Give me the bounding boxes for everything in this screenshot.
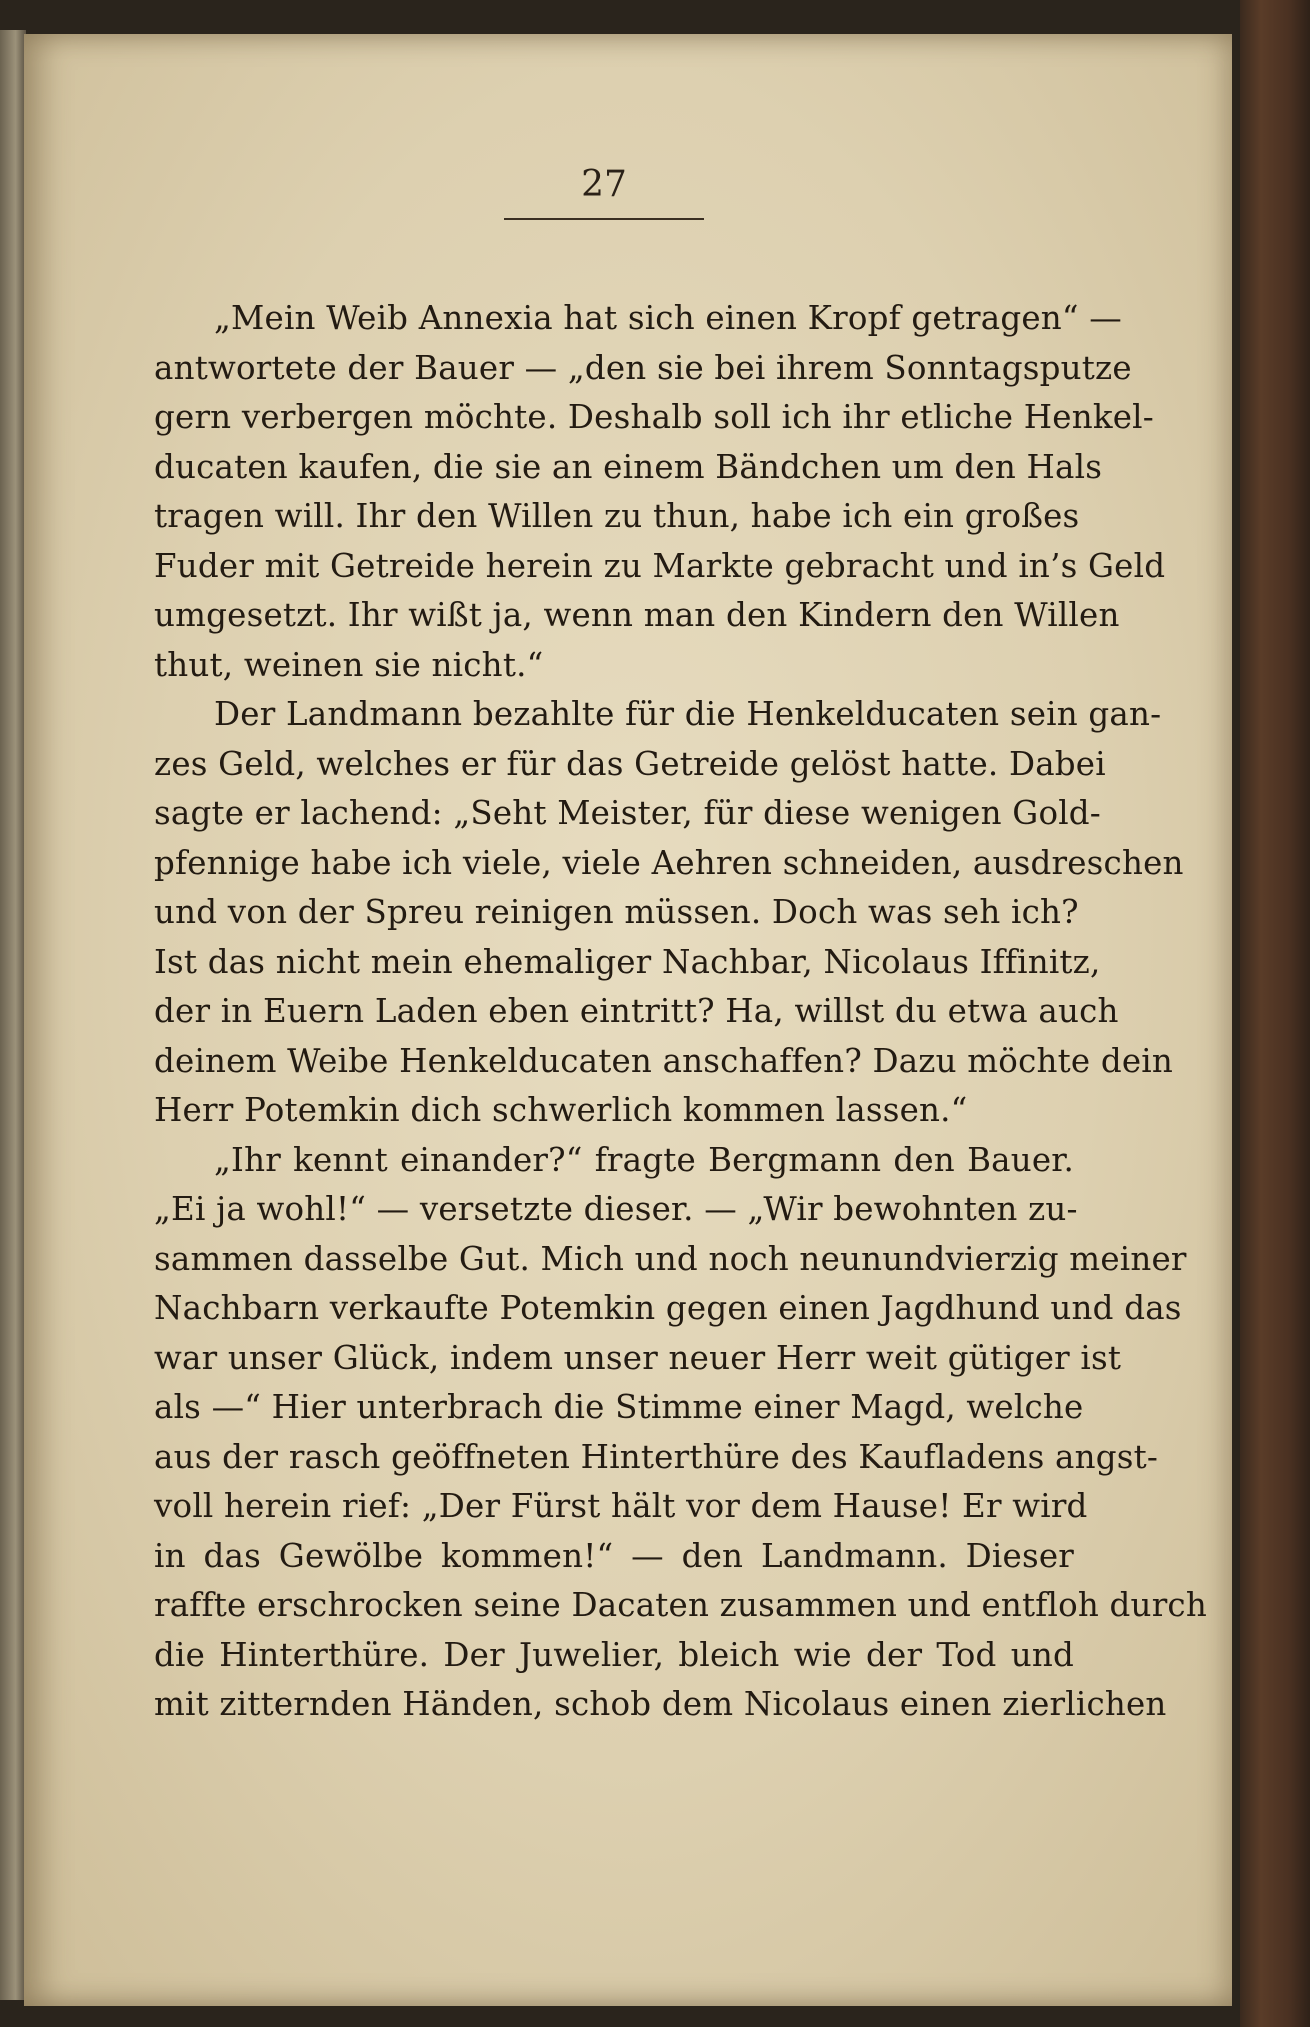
text-line: als —“ Hier unterbrach die Stimme einer Magd, welche	[154, 1388, 1084, 1426]
text-line: mit zitternden Händen, schob dem Nicolaus einen zierlichen	[154, 1685, 1167, 1723]
text-line: die Hinterthüre. Der Juwelier, bleich wie der Tod und	[154, 1635, 1074, 1674]
text-line: deinem Weibe Henkelducaten anschaffen? Dazu möchte dein	[154, 1041, 1173, 1080]
text-line: tragen will. Ihr den Willen zu thun, habe ich ein großes	[154, 497, 1080, 535]
text-line: „Ihr kennt einander?“ fragte Bergmann den Bauer.	[214, 1140, 1074, 1179]
text-line: sammen dasselbe Gut. Mich und noch neunundvierzig meiner	[154, 1239, 1187, 1278]
text-line: raffte erschrocken seine Dacaten zusammen und entfloh durch	[154, 1586, 1207, 1624]
text-line: pfennige habe ich viele, viele Aehren schneiden, ausdreschen	[154, 843, 1184, 882]
text-line: Ist das nicht mein ehemaliger Nachbar, Nicolaus Iffinitz,	[154, 942, 1101, 981]
text-line: umgesetzt. Ihr wißt ja, wenn man den Kindern den Willen	[154, 596, 1120, 634]
text-line: thut, weinen sie nicht.“	[154, 645, 544, 684]
text-line: Nachbarn verkaufte Potemkin gegen einen Jagdhund und das	[154, 1289, 1182, 1327]
text-line: aus der rasch geöffneten Hinterthüre des Kaufladens angst-	[154, 1437, 1159, 1476]
text-line: der in Euern Laden eben eintritt? Ha, willst du etwa auch	[154, 992, 1119, 1030]
header-rule	[504, 218, 704, 220]
book-page	[24, 34, 1232, 2006]
text-line: Fuder mit Getreide herein zu Markte gebracht und in’s Geld	[154, 546, 1166, 585]
page-number: 27	[581, 164, 627, 205]
text-line: Der Landmann bezahlte für die Henkelducaten sein gan-	[214, 695, 1162, 733]
text-line: Herr Potemkin dich schwerlich kommen lassen.“	[154, 1091, 968, 1129]
text-line: in das Gewölbe kommen!“ — den Landmann. Dieser	[154, 1536, 1074, 1575]
body-text	[154, 294, 1207, 1730]
text-line: „Mein Weib Annexia hat sich einen Kropf getragen“ —	[214, 299, 1122, 337]
text-line: antwortete der Bauer — „den sie bei ihrem Sonntagsputze	[154, 348, 1132, 387]
text-line: sagte er lachend: „Seht Meister, für diese wenigen Gold-	[154, 794, 1101, 832]
text-line: ducaten kaufen, die sie an einem Bändchen um den Hals	[154, 447, 1103, 486]
text-line: zes Geld, welches er für das Getreide gelöst hatte. Dabei	[154, 744, 1106, 783]
text-line: war unser Glück, indem unser neuer Herr weit gütiger ist	[154, 1338, 1122, 1377]
text-line: voll herein rief: „Der Fürst hält vor dem Hause! Er wird	[154, 1487, 1088, 1525]
left-page-edge	[0, 30, 26, 2000]
text-line: und von der Spreu reinigen müssen. Doch was seh ich?	[154, 893, 1079, 931]
text-line: „Ei ja wohl!“ — versetzte dieser. — „Wir bewohnten zu-	[154, 1190, 1078, 1228]
book-cover-edge	[1240, 0, 1310, 2027]
text-line: gern verbergen möchte. Deshalb soll ich ihr etliche Henkel-	[154, 398, 1154, 436]
